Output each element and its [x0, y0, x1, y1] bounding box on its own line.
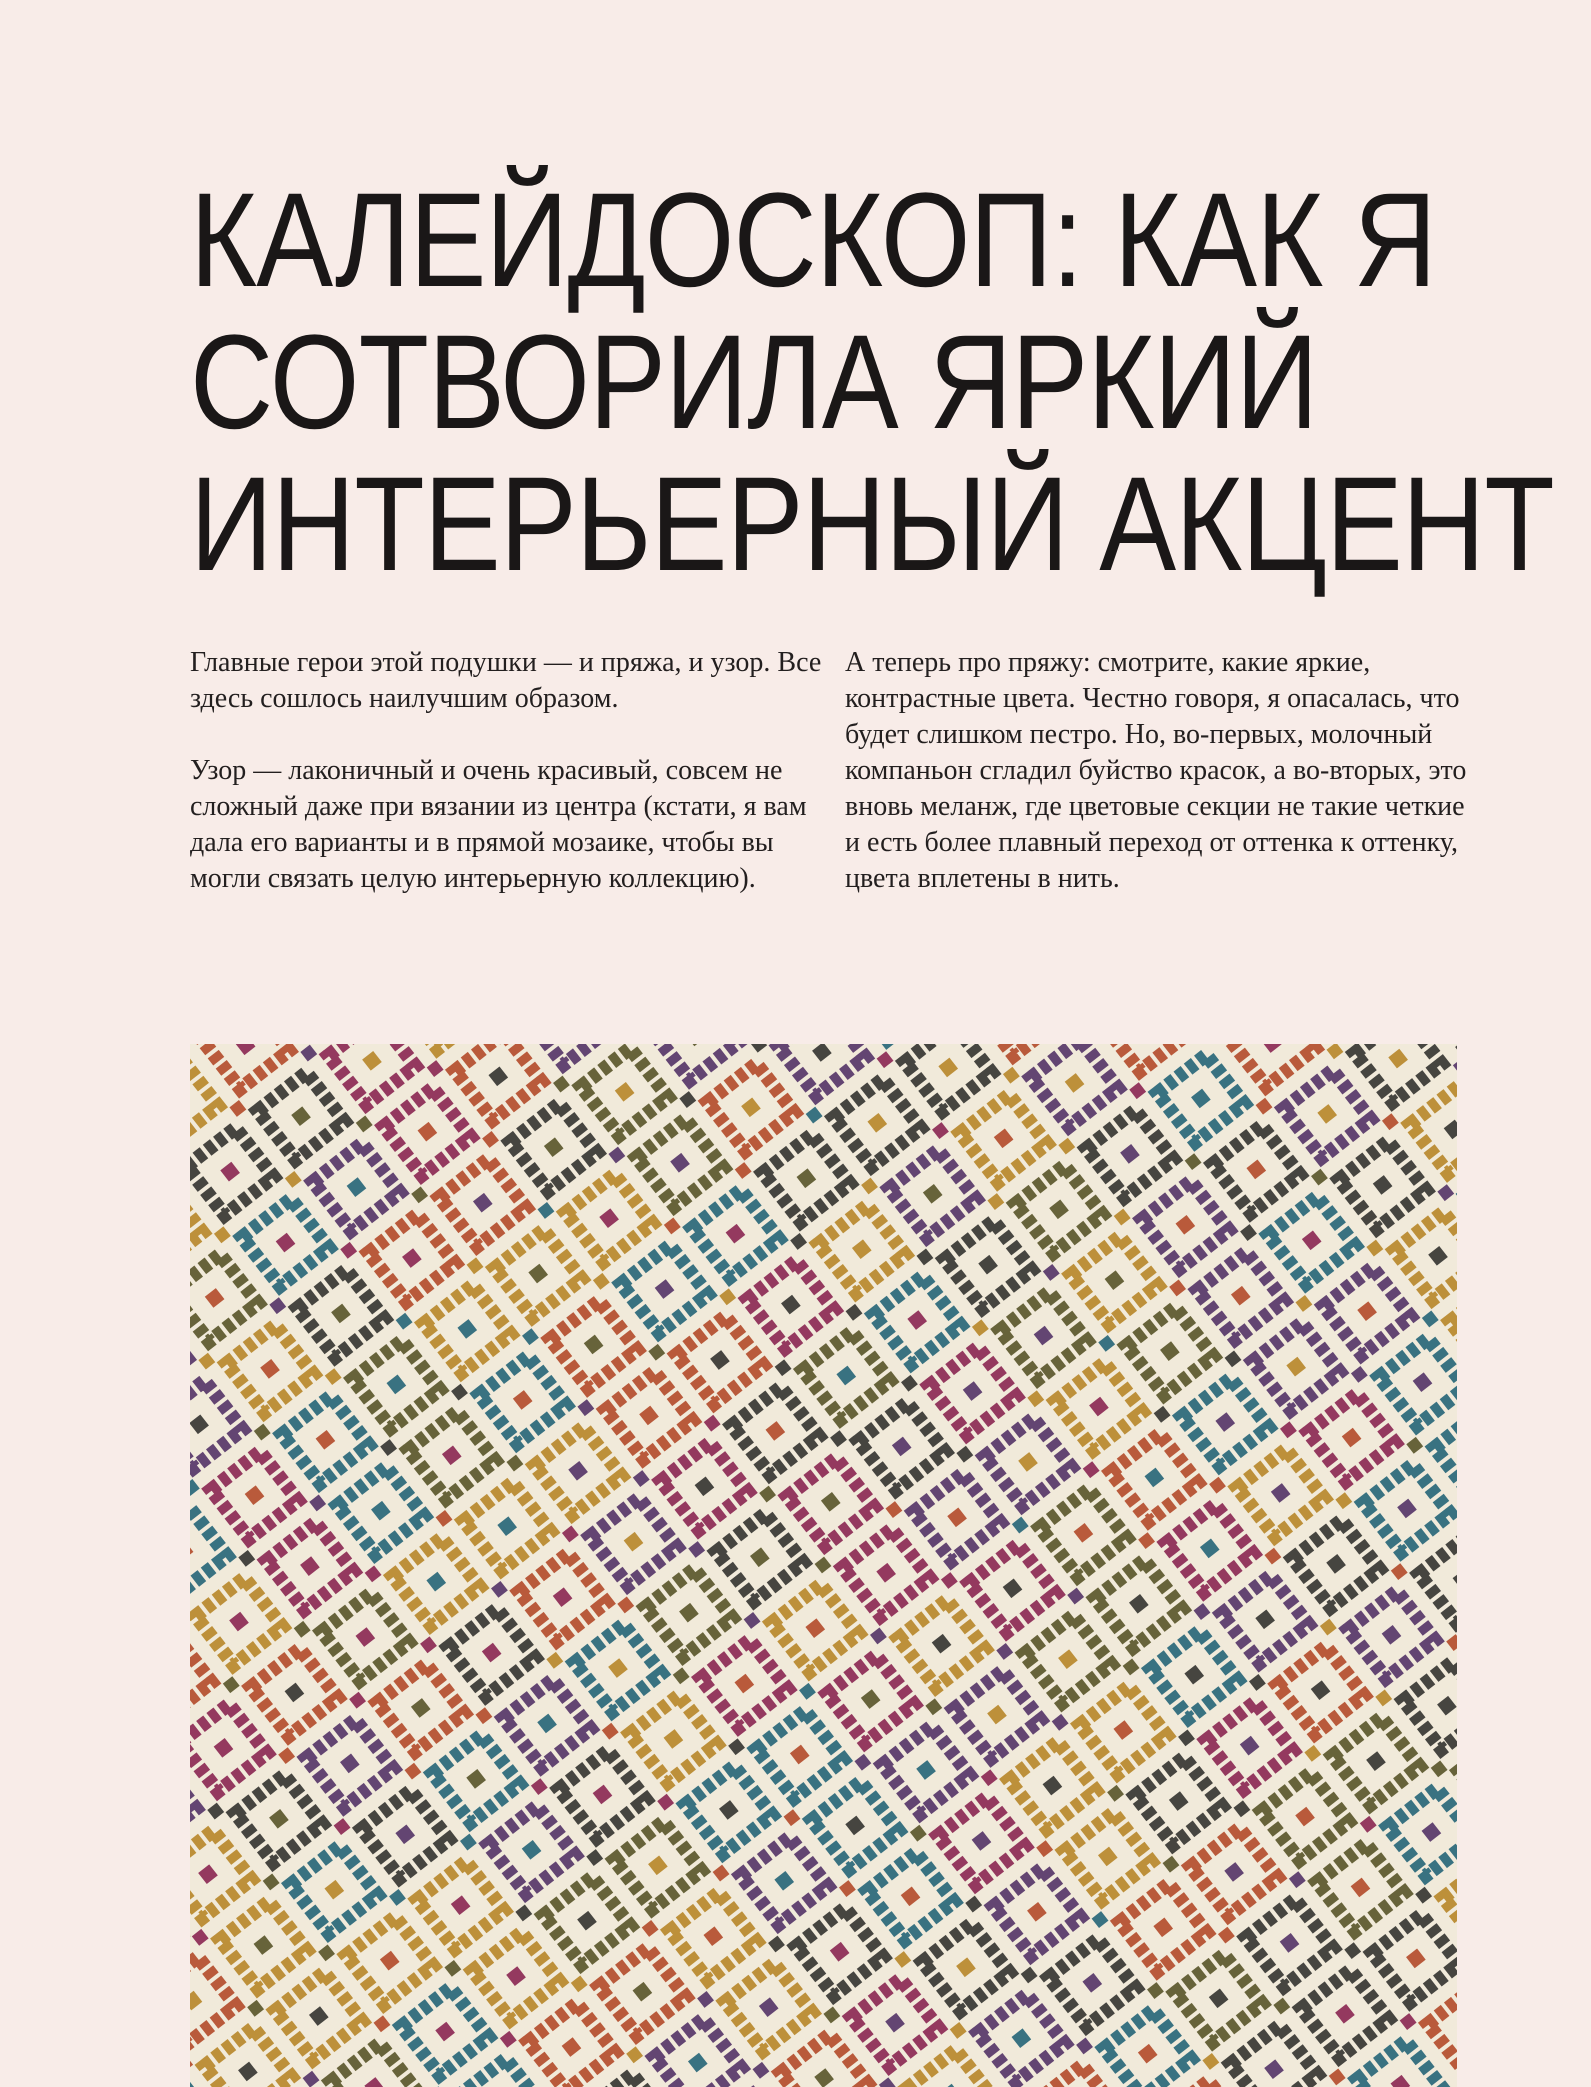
- left-text-column: [190, 645, 830, 933]
- title-line-1: КАЛЕЙДОСКОП: КАК Я: [190, 166, 1436, 315]
- paragraph-1: Главные герои этой подушки — и пряжа, и узор. Все здесь сошлось наилучшим образом.: [190, 647, 822, 714]
- knitted-pillow-photo: [190, 1044, 1457, 2087]
- paragraph-3: А теперь про пряжу: смотрите, какие яркие, контрастные цвета. Честно говоря, я опасалась, что будет слишком пестро. Но, во-первых, молочный компаньон сгладил буйство красок, а во-вторых, это вновь меланж, где цветовые секции не такие четкие и есть более плавный переход от оттенка к оттенку, цвета вплетены в нить.: [845, 647, 1467, 894]
- paragraph-2: Узор — лаконичный и очень красивый, совсем не сложный даже при вязании из центра (кстати, я вам дала его варианты и в прямой мозаике, чтобы вы могли связать целую интерьерную коллекцию).: [190, 755, 807, 894]
- title-line-3: ИНТЕРЬЕРНЫЙ АКЦЕНТ: [190, 450, 1554, 599]
- right-text-column: [845, 645, 1485, 933]
- article-title: [190, 166, 1554, 599]
- title-line-2: СОТВОРИЛА ЯРКИЙ: [190, 308, 1318, 457]
- mosaic-pattern-image: [190, 1044, 1457, 2087]
